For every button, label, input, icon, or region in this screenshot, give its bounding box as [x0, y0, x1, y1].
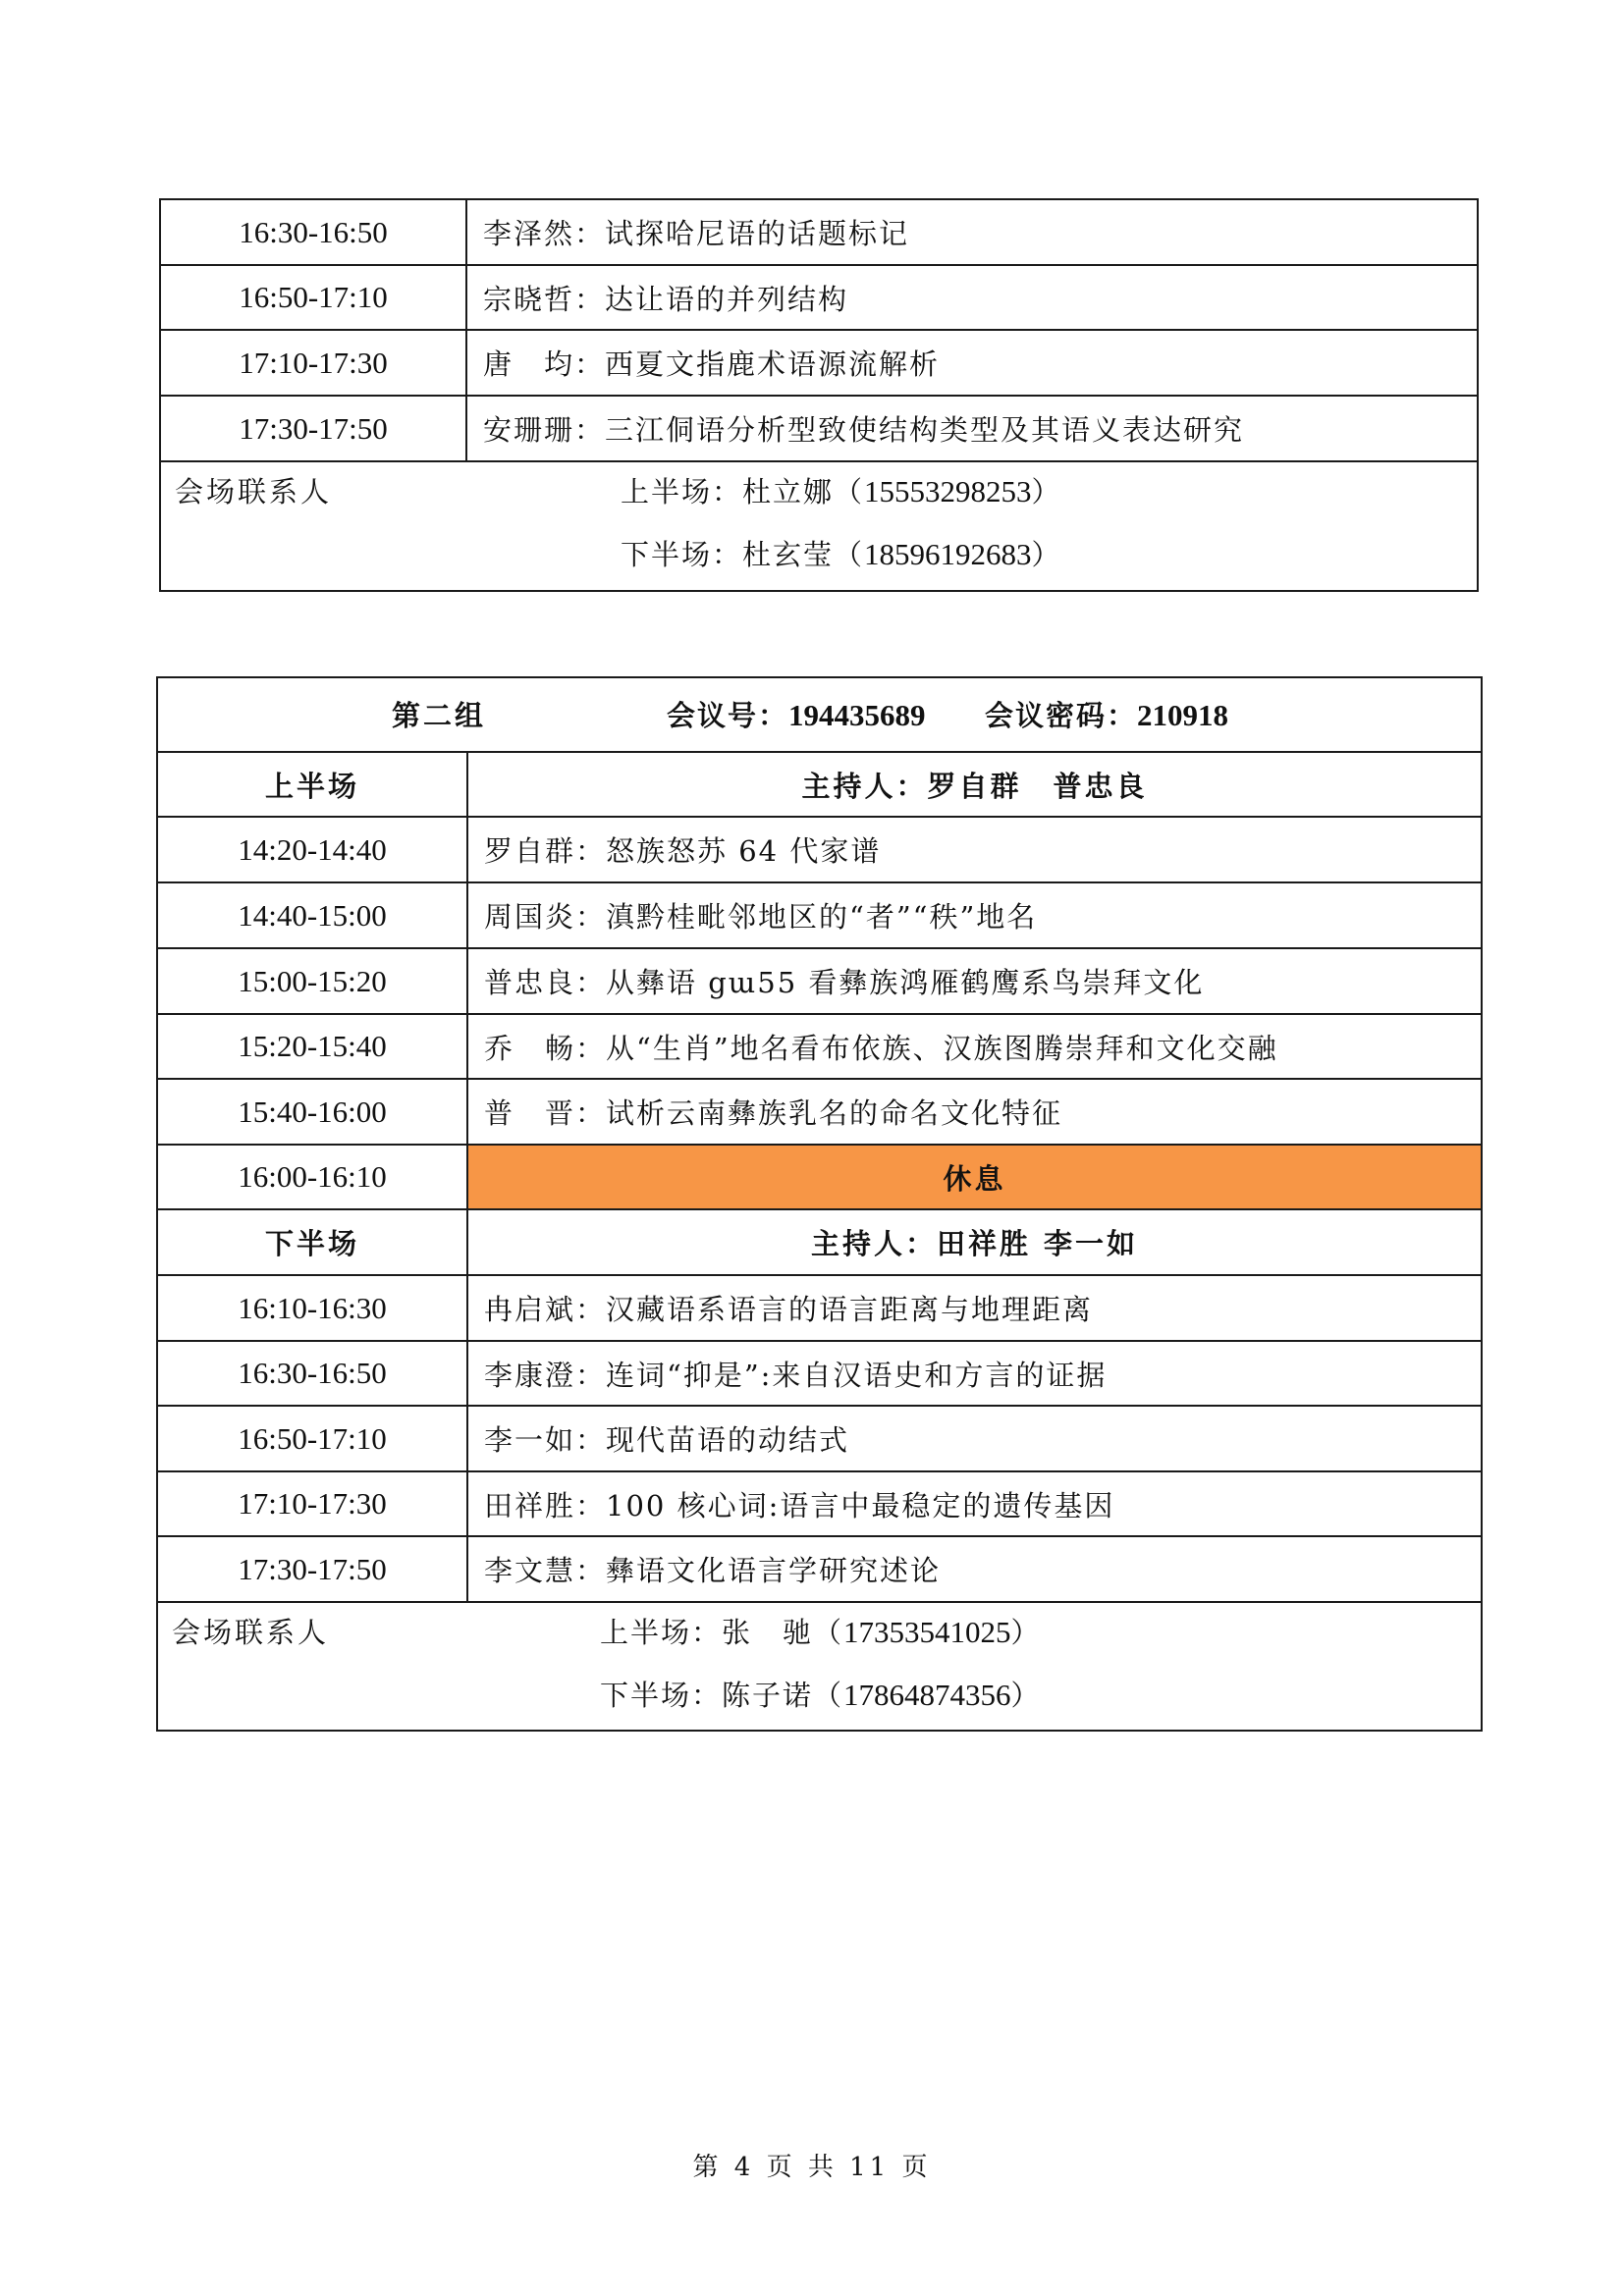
table-row	[157, 948, 1482, 1014]
contact-label: 会场联系人	[175, 475, 333, 508]
talk-title: 李康澄：连词“抑是”:来自汉语史和方言的证据	[467, 1341, 1482, 1406]
contact-first-close: ）	[1031, 475, 1062, 508]
time-slot: 17:30-17:50	[157, 1536, 467, 1602]
contact-first-name: 上半场：张 驰（	[600, 1616, 844, 1649]
table-row	[157, 1471, 1482, 1536]
contact-second-phone: 18596192683	[864, 537, 1032, 571]
contact-first-name: 上半场：杜立娜（	[621, 475, 865, 508]
second-half-label: 下半场	[157, 1209, 467, 1275]
time-slot: 15:20-15:40	[157, 1014, 467, 1079]
meeting-id-value: 194435689	[788, 698, 926, 732]
contact-second-phone: 17864874356	[843, 1678, 1011, 1712]
group-header	[157, 677, 1482, 752]
talk-title: 李泽然：试探哈尼语的话题标记	[466, 199, 1478, 265]
first-half-label: 上半场	[157, 752, 467, 817]
contact-first-half	[600, 1611, 1042, 1651]
second-half-hosts: 主持人：田祥胜 李一如	[467, 1209, 1482, 1275]
group-title: 第二组	[392, 699, 487, 732]
contact-second-close: ）	[1010, 1679, 1042, 1712]
meeting-id-label: 会议号：	[667, 699, 789, 732]
break-row	[157, 1145, 1482, 1209]
contact-second-name: 下半场：杜玄莹（	[621, 538, 865, 571]
talk-title: 田祥胜：100 核心词:语言中最稳定的遗传基因	[467, 1471, 1482, 1536]
schedule-table-group-2	[156, 676, 1483, 1732]
table-row	[160, 396, 1478, 461]
talk-title: 李一如：现代苗语的动结式	[467, 1406, 1482, 1471]
contact-row	[160, 461, 1478, 591]
meeting-password	[985, 694, 1228, 734]
table-row	[157, 1014, 1482, 1079]
time-slot: 17:30-17:50	[160, 396, 466, 461]
talk-title: 唐 均：西夏文指鹿术语源流解析	[466, 330, 1478, 396]
first-half-hosts: 主持人：罗自群 普忠良	[467, 752, 1482, 817]
session-header-row	[157, 1209, 1482, 1275]
contact-first-half	[621, 470, 1062, 510]
table-row	[157, 1275, 1482, 1341]
time-slot: 15:00-15:20	[157, 948, 467, 1014]
table-row	[157, 817, 1482, 882]
contact-first-close: ）	[1010, 1616, 1042, 1649]
contact-first-phone: 15553298253	[864, 474, 1032, 508]
meeting-password-value: 210918	[1137, 698, 1229, 732]
time-slot: 16:30-16:50	[157, 1341, 467, 1406]
time-slot: 16:10-16:30	[157, 1275, 467, 1341]
table-row	[157, 1536, 1482, 1602]
break-time: 16:00-16:10	[157, 1145, 467, 1209]
talk-title: 罗自群：怒族怒苏 64 代家谱	[467, 817, 1482, 882]
schedule-table-continued	[159, 198, 1479, 592]
table-row	[157, 1406, 1482, 1471]
contact-second-half	[600, 1674, 1042, 1714]
table-row	[160, 199, 1478, 265]
talk-title: 周国炎：滇黔桂毗邻地区的“者”“秩”地名	[467, 882, 1482, 948]
time-slot: 16:50-17:10	[157, 1406, 467, 1471]
group-header-row	[157, 677, 1482, 752]
time-slot: 15:40-16:00	[157, 1079, 467, 1145]
table-row	[160, 330, 1478, 396]
time-slot: 16:50-17:10	[160, 265, 466, 330]
talk-title: 宗晓哲：达让语的并列结构	[466, 265, 1478, 330]
talk-title: 冉启斌：汉藏语系语言的语言距离与地理距离	[467, 1275, 1482, 1341]
page-footer: 第 4 页 共 11 页	[692, 2153, 932, 2182]
break-label: 休息	[467, 1145, 1482, 1209]
meeting-id	[667, 694, 926, 734]
talk-title: 乔 畅：从“生肖”地名看布依族、汉族图腾崇拜和文化交融	[467, 1014, 1482, 1079]
meeting-password-label: 会议密码：	[985, 699, 1138, 732]
talk-title: 普忠良：从彝语 gɯ55 看彝族鸿雁鹤鹰系鸟崇拜文化	[467, 948, 1482, 1014]
table-row	[160, 265, 1478, 330]
time-slot: 17:10-17:30	[157, 1471, 467, 1536]
contact-row	[157, 1602, 1482, 1731]
contact-second-half	[621, 533, 1062, 573]
contact-label: 会场联系人	[172, 1616, 330, 1649]
venue-contact-cell	[160, 461, 1478, 591]
venue-contact-cell	[157, 1602, 1482, 1731]
time-slot: 14:20-14:40	[157, 817, 467, 882]
talk-title: 普 晋：试析云南彝族乳名的命名文化特征	[467, 1079, 1482, 1145]
session-header-row	[157, 752, 1482, 817]
contact-second-close: ）	[1031, 538, 1062, 571]
talk-title: 李文慧：彝语文化语言学研究述论	[467, 1536, 1482, 1602]
table-row	[157, 1079, 1482, 1145]
contact-second-name: 下半场：陈子诺（	[600, 1679, 844, 1712]
time-slot: 17:10-17:30	[160, 330, 466, 396]
contact-first-phone: 17353541025	[843, 1615, 1011, 1649]
talk-title: 安珊珊：三江侗语分析型致使结构类型及其语义表达研究	[466, 396, 1478, 461]
time-slot: 14:40-15:00	[157, 882, 467, 948]
time-slot: 16:30-16:50	[160, 199, 466, 265]
table-row	[157, 882, 1482, 948]
table-row	[157, 1341, 1482, 1406]
